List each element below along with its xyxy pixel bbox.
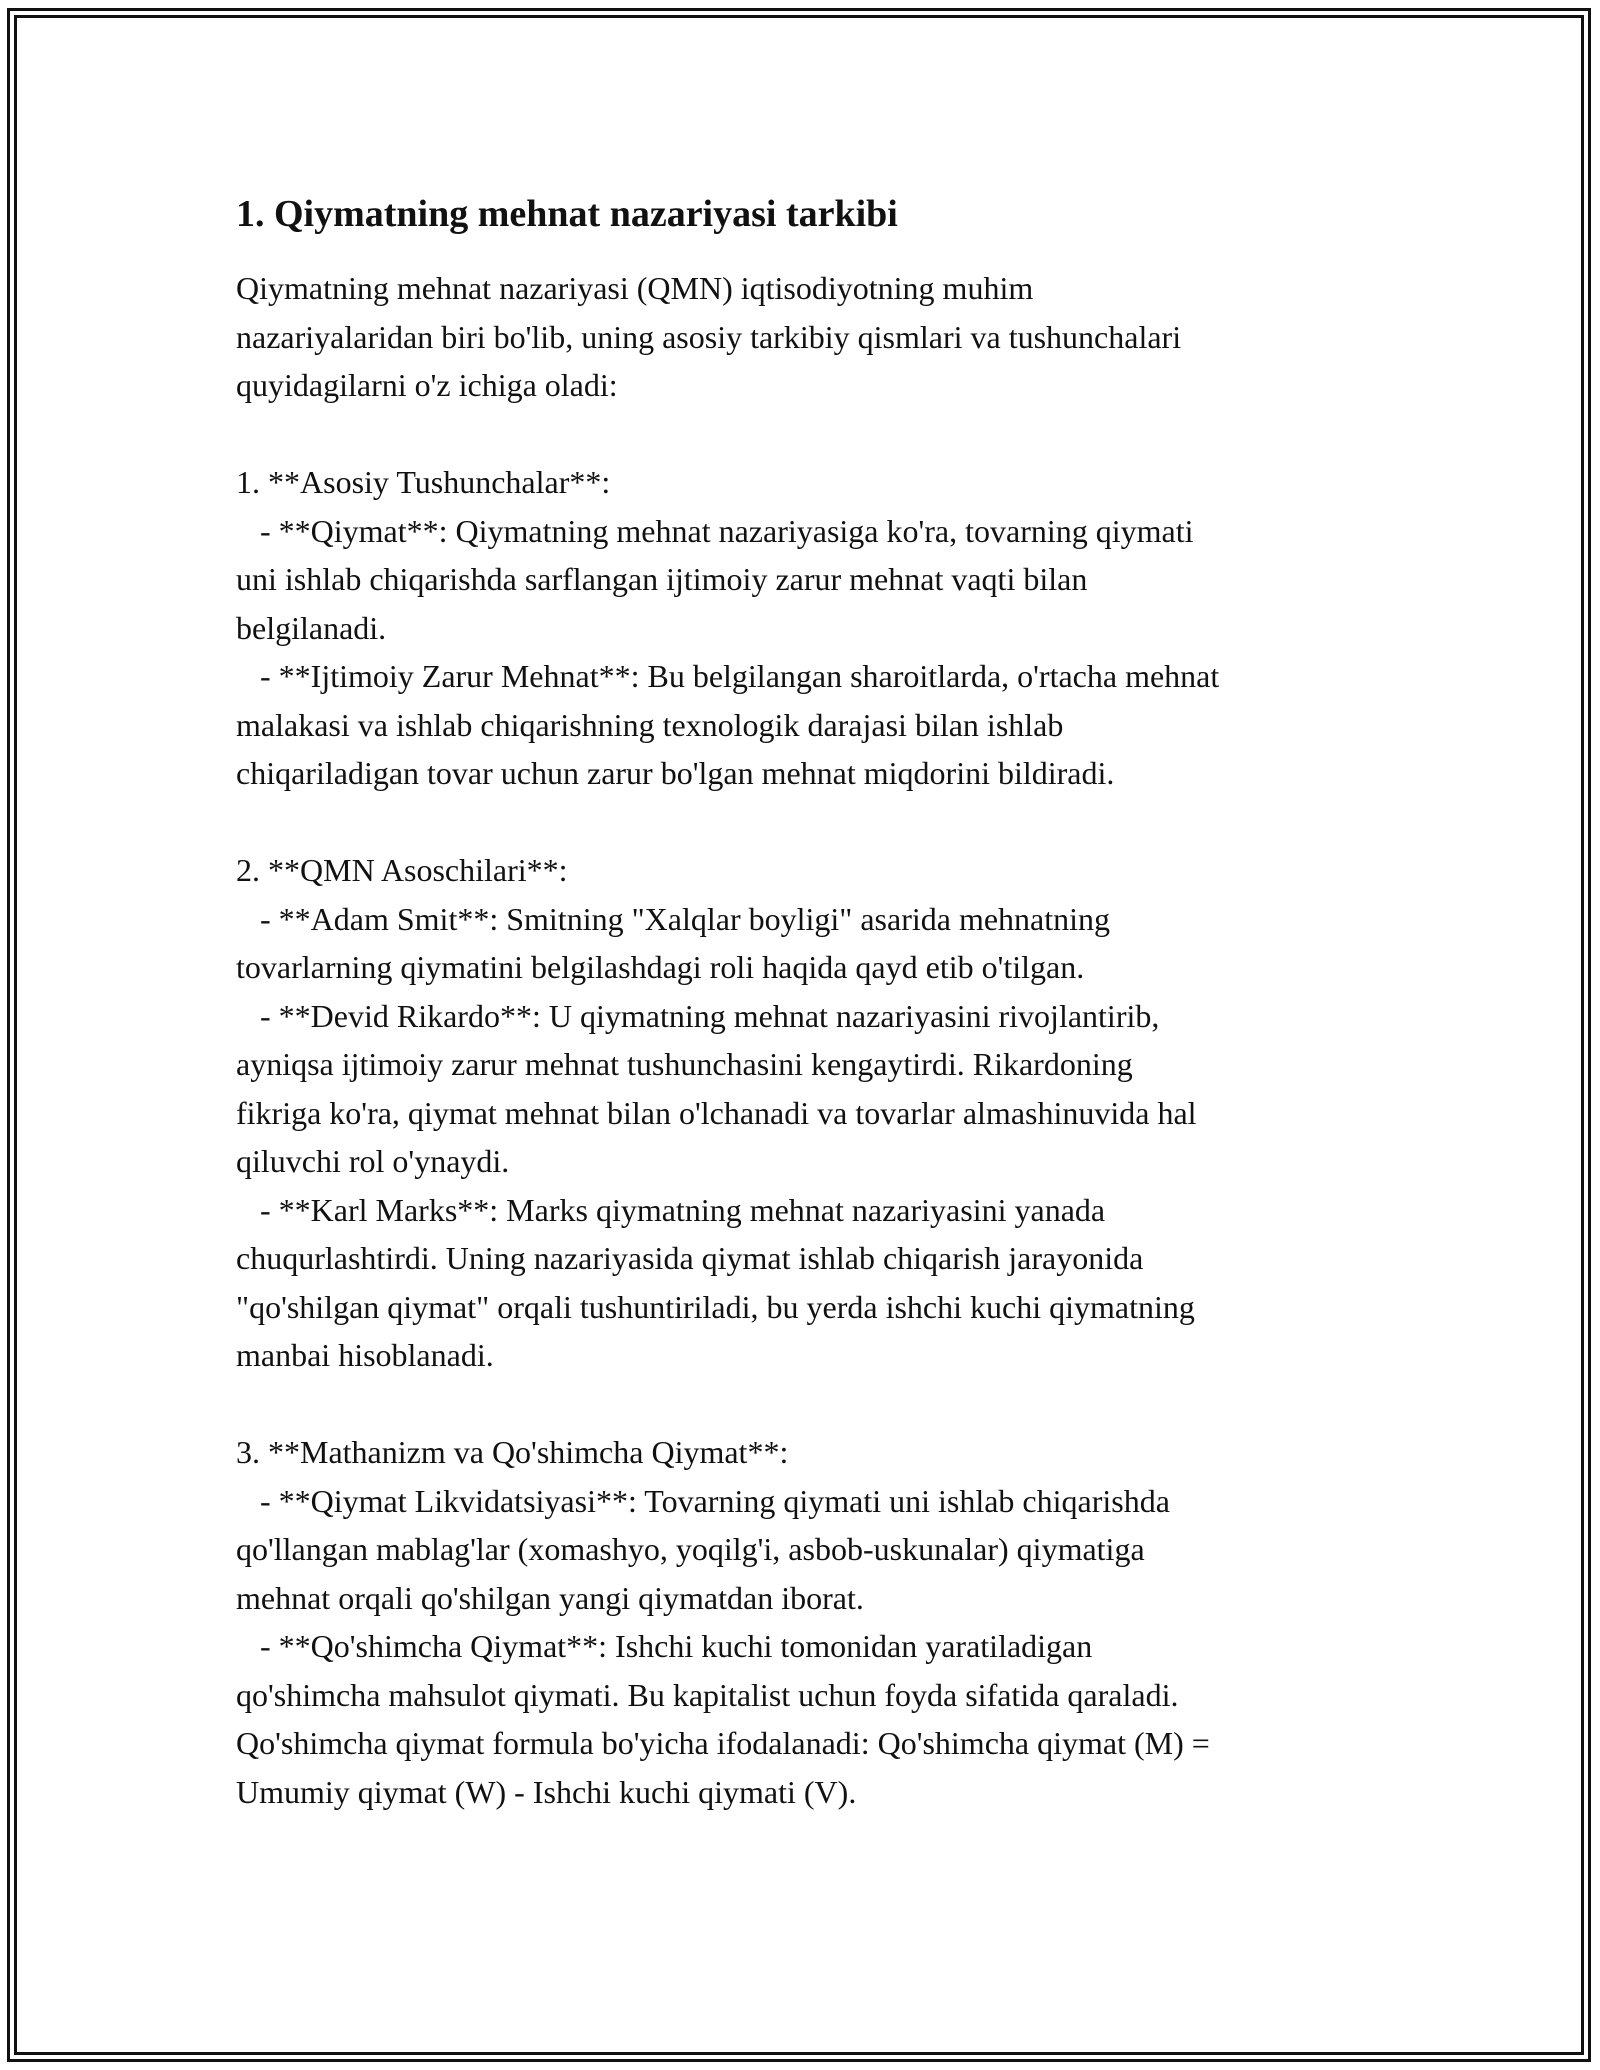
- paragraph-spacer: [236, 1380, 1366, 1429]
- intro-paragraph: Qiymatning mehnat nazariyasi (QMN) iqtisodiyotning muhim nazariyalaridan biri bo'lib, uning asosiy tarkibiy qismlari va tushunchalari quyidagilarni o'z ichiga oladi:: [236, 270, 1182, 403]
- section-3-surplus-value: 3. **Mathanizm va Qo'shimcha Qiymat**: - **Qiymat Likvidatsiyasi**: Tovarning qiymati uni ishlab chiqarishda qo'llangan mablag'lar (xomashyo, yoqilg'i, asbob-uskunalar) qiymatiga mehnat orqali qo'shilgan yangi qiymatdan iborat. - **Qo'shimcha Qiymat**: Ishchi kuchi tomonidan yaratiladigan qo'shimcha mahsulot qiymati. Bu kapitalist uchun foyda sifatida qaraladi. Qo'shimcha qiymat formula bo'yicha ifodalanadi: Qo'shimcha qiymat (M) = Umumiy qiymat (W) - Ishchi kuchi qiymati (V).: [236, 1434, 1210, 1810]
- document-title: 1. Qiymatning mehnat nazariyasi tarkibi: [236, 193, 898, 235]
- document-body: [236, 190, 1366, 1816]
- section-1-basic-concepts: 1. **Asosiy Tushunchalar**: - **Qiymat**: Qiymatning mehnat nazariyasiga ko'ra, tovarning qiymati uni ishlab chiqarishda sarflangan ijtimoiy zarur mehnat vaqti bilan belgilanadi. - **Ijtimoiy Zarur Mehnat**: Bu belgilangan sharoitlarda, o'rtacha mehnat malakasi va ishlab chiqarishning texnologik darajasi bilan ishlab chiqariladigan tovar uchun zarur bo'lgan mehnat miqdorini bildiradi.: [236, 464, 1220, 791]
- section-2-founders: 2. **QMN Asoschilari**: - **Adam Smit**: Smitning "Xalqlar boyligi" asarida mehnatning tovarlarning qiymatini belgilashdagi roli haqida qayd etib o'tilgan. - **Devid Rikardo**: U qiymatning mehnat nazariyasini rivojlantirib, ayniqsa ijtimoiy zarur mehnat tushunchasini kengaytirdi. Rikardoning fikriga ko'ra, qiymat mehnat bilan o'lchanadi va tovarlar almashinuvida hal qiluvchi rol o'ynaydi. - **Karl Marks**: Marks qiymatning mehnat nazariyasini yanada chuqurlashtirdi. Uning nazariyasida qiymat ishlab chiqarish jarayonida "qo'shilgan qiymat" orqali tushuntiriladi, bu yerda ishchi kuchi qiymatning manbai hisoblanadi.: [236, 852, 1197, 1373]
- paragraph-spacer: [236, 410, 1366, 459]
- paragraph-spacer: [236, 798, 1366, 847]
